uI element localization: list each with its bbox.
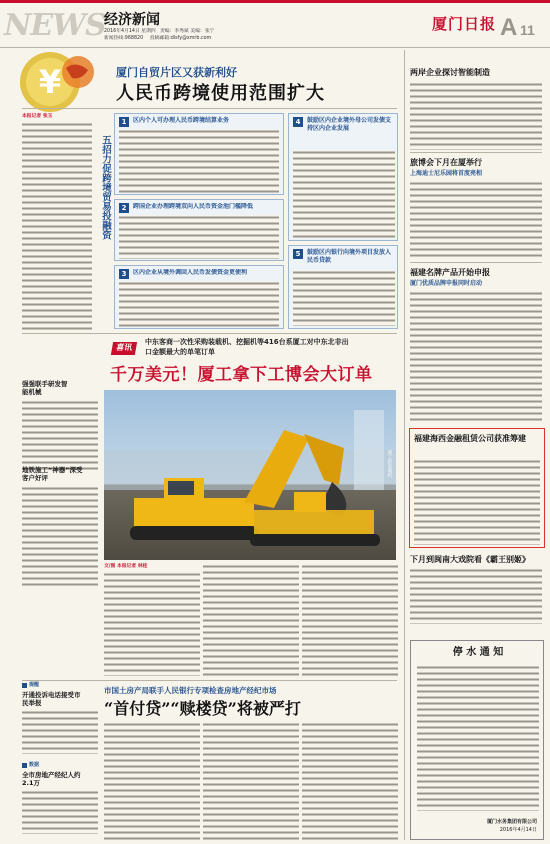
item-subtitle: 厦门优质品牌申报同时启动 — [410, 279, 483, 287]
item-title: 下月到闽南大戏院看《霸王别姬》 — [410, 555, 530, 564]
item-body — [414, 459, 540, 545]
header-top-bar — [0, 0, 550, 3]
sidebar-body — [22, 486, 98, 586]
notice-body — [417, 665, 539, 811]
point-box-4 — [288, 113, 398, 241]
column-divider — [404, 50, 405, 840]
hotline: 新闻热线:968820 — [104, 36, 144, 41]
right-item-3 — [410, 268, 542, 421]
feature-body-col2 — [203, 564, 299, 676]
item-title: 两岸企业探讨智能制造 — [410, 68, 490, 77]
point-body — [293, 270, 395, 326]
notice-box — [410, 640, 544, 840]
item-title: 福建海西金融租赁公司获准筹建 — [414, 434, 526, 443]
point-title: 区内个人可办理人民币跨境结算业务 — [133, 117, 230, 124]
point-number: 4 — [293, 117, 303, 127]
item-body — [410, 291, 542, 421]
notice-title: 停 水 通 知 — [452, 647, 504, 658]
feature-photo — [104, 390, 396, 560]
sidebar-title: 开通投诉电话接受市民举报 — [22, 690, 81, 707]
section-title: 经济新闻 — [104, 12, 160, 28]
bottom-rule — [22, 680, 397, 681]
point-body — [119, 281, 279, 327]
paper-logo: 厦门日报 — [432, 15, 497, 33]
svg-text:¥: ¥ — [38, 63, 62, 101]
point-box-5 — [288, 245, 398, 329]
bottom-body-col3 — [302, 722, 398, 840]
point-number: 2 — [119, 203, 129, 213]
item-title: 福建名牌产品开始申报 — [410, 268, 490, 277]
right-item-5 — [410, 554, 542, 624]
bottom-kicker: 市国土房产局联手人民银行专项检查房地产经纪市场 — [104, 686, 277, 695]
lead-body-text — [22, 122, 92, 330]
sidebar-tag-label: 提醒 — [29, 682, 40, 688]
lead-kicker: 厦门自贸片区又获新利好 — [116, 66, 237, 79]
feature-body-col3 — [302, 564, 398, 676]
sidebar-tag — [22, 762, 100, 769]
point-title: 鼓励区内银行向境外项目发放人民币贷款 — [307, 249, 392, 264]
lead-headline: 人民币跨境使用范围扩大 — [116, 83, 325, 104]
date-line: 2016年4月14日 星期四 — [104, 29, 156, 34]
yen-graphic — [18, 46, 96, 116]
point-title: 跨国企业办理跨境双向人民币资金池门槛降低 — [133, 203, 254, 210]
page-letter: A — [500, 14, 518, 41]
news-logo: NEWS — [4, 8, 106, 43]
sidebar-tag — [22, 682, 100, 689]
feature-body-col1 — [104, 572, 200, 676]
point-body — [293, 150, 395, 238]
email: 投稿邮箱:dlsfy@xmrb.com — [150, 36, 212, 41]
bottom-sidebar-2 — [22, 762, 100, 834]
item-body — [410, 181, 542, 259]
feature-sidebar-2 — [22, 466, 100, 586]
lead-byline: 本报记者 张玉 — [22, 114, 53, 119]
sidebar-title: 地铁施工“神器”深受客户好评 — [22, 466, 83, 482]
sidebar-title: 强强联手研发智能机械 — [22, 380, 68, 396]
sidebar-body — [22, 790, 98, 834]
right-rule — [410, 262, 542, 263]
feature-tag: 喜讯 — [111, 342, 137, 355]
sidebar-body — [22, 710, 98, 754]
sidebar-tag-label: 数据 — [29, 762, 40, 768]
point-title: 鼓励区内企业境外母公司发债支持区内企业发展 — [307, 117, 392, 132]
bottom-sidebar-1 — [22, 682, 100, 754]
right-item-1 — [410, 68, 542, 150]
item-subtitle: 上海迪士尼乐园将首度亮相 — [410, 169, 483, 177]
feature-byline: 文/图 本报记者 林桂 — [104, 564, 148, 569]
feature-headline: 千万美元！厦工拿下工博会大订单 — [110, 365, 373, 385]
point-body — [119, 215, 279, 259]
square-bullet-icon — [22, 763, 27, 768]
point-number: 5 — [293, 249, 303, 259]
sidebar-body — [22, 400, 98, 470]
point-box-1 — [114, 113, 284, 195]
notice-signer: 厦门水务集团有限公司 — [486, 819, 537, 825]
lead-side-title: 五招力促跨境贸易投融资 — [100, 135, 111, 240]
page-header — [0, 0, 550, 48]
notice-date: 2016年4月14日 — [499, 827, 537, 833]
feature-sidebar-1 — [22, 380, 100, 470]
feature-rule — [22, 333, 397, 334]
editors: 责编：李秀斌 美编：张宁 — [160, 29, 215, 34]
sidebar-title: 全市房地产经纪人约2.1万 — [22, 770, 81, 787]
bottom-body-col1 — [104, 722, 200, 840]
bottom-headline: “首付贷”“赎楼贷”将被严打 — [104, 699, 301, 718]
item-title: 旅博会下月在厦举行 — [410, 158, 482, 167]
point-number: 1 — [119, 117, 129, 127]
point-box-2 — [114, 199, 284, 261]
feature-subtitle: 中东客商一次性采购装载机、挖掘机等416台系厦工对中东北非出口金额最大的单笔订单 — [145, 338, 349, 356]
photo-caption: 厦工的装载机 — [387, 450, 392, 477]
item-body — [410, 568, 542, 624]
right-item-4-highlight — [409, 428, 545, 548]
point-title: 区内企业从境外调回人民币发债资金更便利 — [133, 269, 248, 276]
lead-rule — [22, 108, 397, 109]
point-body — [119, 129, 279, 193]
point-number: 3 — [119, 269, 129, 279]
item-body — [410, 82, 542, 150]
right-rule — [410, 152, 542, 153]
point-box-3 — [114, 265, 284, 329]
page-number: 11 — [520, 22, 535, 38]
square-bullet-icon — [22, 683, 27, 688]
bottom-body-col2 — [203, 722, 299, 840]
right-item-2 — [410, 158, 542, 259]
